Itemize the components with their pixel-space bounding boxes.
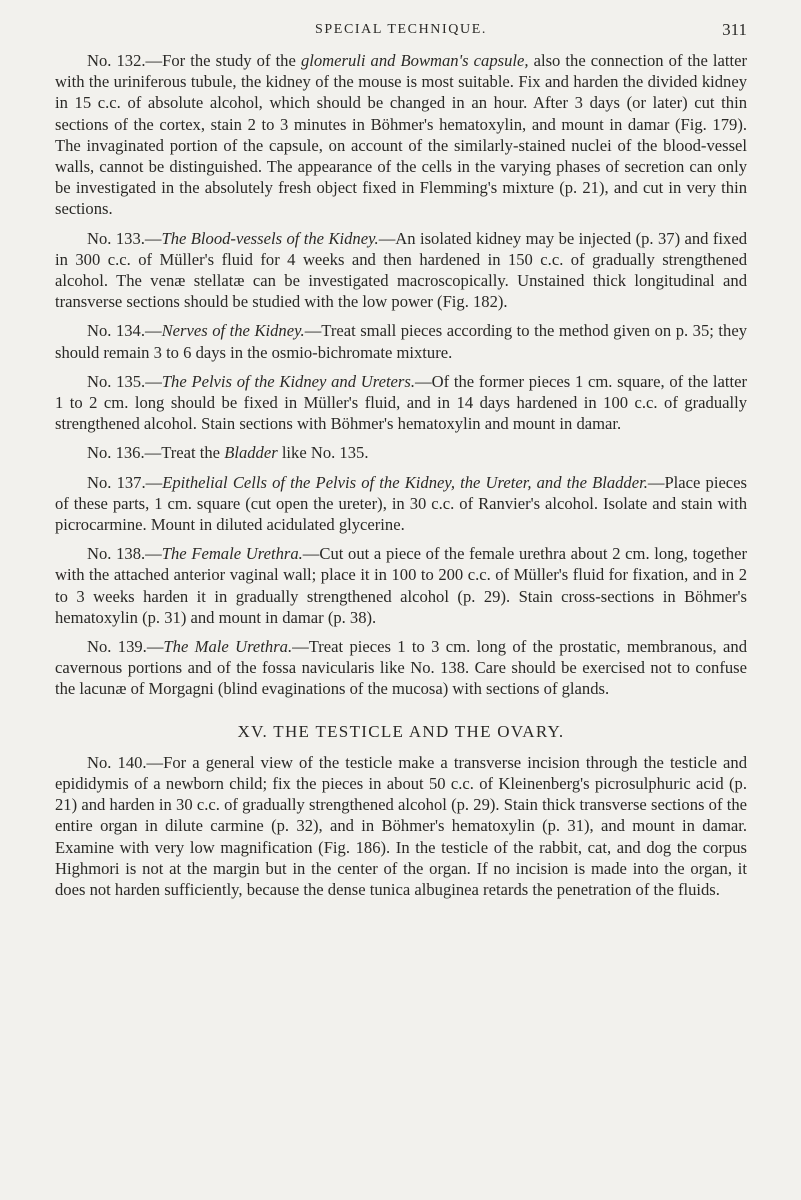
- entry-title: The Blood-vessels of the Kidney.: [161, 228, 379, 248]
- entry-body: also the connection of the latter with the uriniferous tubule, the kidney of the mouse is most suitable. Fix and harden the divided kidney in 15 c.c. of absolute alcohol, which should be changed in an hour. After 3 days (or later) cut thin sections of the cortex, stain 2 to 3 minutes in Böhmer's hematoxylin, and mount in damar (Fig. 179). The invaginated portion of the capsule, on account of the similarly-stained nuclei of the blood-vessel walls, cannot be distinguished. The appearance of the cells in the varying phases of secretion can only be investigated in the absolutely fresh object fixed in Flemming's mixture (p. 21), and cut in very thin sections.: [55, 51, 747, 219]
- entry-body: —An isolated kidney may be injected (p. 37) and fixed in 300 c.c. of Müller's fluid for 4 weeks and then hardened in 150 c.c. of gradually strengthened alcohol. The venæ stellatæ can be investigated macroscopically. Unstained thick longitudinal and transverse sections should be studied with the low power (Fig. 182).: [55, 228, 747, 312]
- entry-137: [55, 472, 747, 536]
- entry-title: glomeruli and Bowman's capsule,: [300, 51, 529, 70]
- entry-title: Bladder: [224, 443, 278, 463]
- entry-lead: No. 139.—: [87, 637, 164, 657]
- entry-title: The Pelvis of the Kidney and Ureters.: [161, 371, 415, 391]
- running-head: [55, 20, 747, 42]
- entry-body: —Cut out a piece of the female urethra about 2 cm. long, together with the attached anterior vaginal wall; place it in 100 to 200 c.c. of Müller's fluid for fixation, and in 2 to 3 weeks harden it in gradually strengthened alcohol (p. 29). Stain cross-sections in Böhmer's hematoxylin (p. 31) and mount in damar (p. 38).: [55, 544, 747, 627]
- page-number: 311: [722, 20, 747, 39]
- entry-title: Nerves of the Kidney.: [161, 321, 305, 341]
- entry-lead: No. 134.—: [87, 321, 162, 341]
- entry-lead: No. 140.—For a general view of the testicle make a transverse incision through the testicle and epididymis of a newborn child; fix the pieces in about 50 c.c. of Kleinenberg's picrosulphuric acid (p. 21) and harden in 30 c.c. of gradually strengthened alcohol (p. 29). Stain thick transverse sections of the entire organ in dilute carmine (p. 32), and in Böhmer's hematoxylin (p. 31), and mount in damar. Examine with very low magnification (Fig. 186). In the testicle of the rabbit, cat, and dog the corpus Highmori is not at the margin but in the center of the organ. If no incision is made into the organ, it does not harden sufficiently, because the dense tunica albuginea retards the penetration of the fluids.: [55, 752, 747, 899]
- entry-body: —Treat pieces 1 to 3 cm. long of the prostatic, membranous, and cavernous portions and of the fossa navicularis like No. 138. Care should be exercised not to confuse the lacunæ of Morgagni (blind evaginations of the mucosa) with sections of glands.: [55, 637, 748, 699]
- entry-lead: No. 137.—: [87, 472, 163, 492]
- entry-body: —Of the former pieces 1 cm. square, of the latter 1 to 2 cm. long should be fixed in Müller's fluid, and in 14 days hardened in 100 c.c. of gradually strengthened alcohol. Stain sections with Böhmer's hematoxylin and mount in damar.: [55, 371, 747, 434]
- entry-lead: No. 132.—For the study of the: [87, 51, 301, 70]
- entry-138: [55, 543, 747, 628]
- entry-136: [55, 442, 747, 463]
- entry-title: The Male Urethra.: [163, 637, 293, 657]
- entry-title: Epithelial Cells of the Pelvis of the Kidney, the Ureter, and the Bladder.: [162, 472, 648, 492]
- entry-body: —Place pieces of these parts, 1 cm. square (cut open the ureter), in 30 c.c. of Ranvier's alcohol. Isolate and stain with picrocarmine. Mount in diluted acidulated glycerine.: [55, 472, 747, 535]
- book-page: [55, 20, 747, 908]
- entry-lead: No. 136.—Treat the: [87, 443, 225, 463]
- entry-132: [55, 50, 747, 220]
- entry-140: [55, 752, 747, 900]
- entry-139: [55, 636, 747, 700]
- entry-lead: No. 135.—: [87, 371, 162, 391]
- entry-body: like No. 135.: [277, 443, 369, 463]
- running-title: SPECIAL TECHNIQUE.: [315, 22, 487, 37]
- entry-title: The Female Urethra.: [161, 544, 303, 564]
- entry-135: [55, 371, 747, 435]
- entry-lead: No. 138.—: [87, 544, 162, 564]
- entry-body: —Treat small pieces according to the method given on p. 35; they should remain 3 to 6 days in the osmio-bichromate mixture.: [55, 321, 747, 362]
- section-heading: XV. THE TESTICLE AND THE OVARY.: [237, 721, 565, 741]
- entry-133: [55, 228, 747, 313]
- entry-134: [55, 320, 747, 362]
- entry-lead: No. 133.—: [87, 228, 162, 248]
